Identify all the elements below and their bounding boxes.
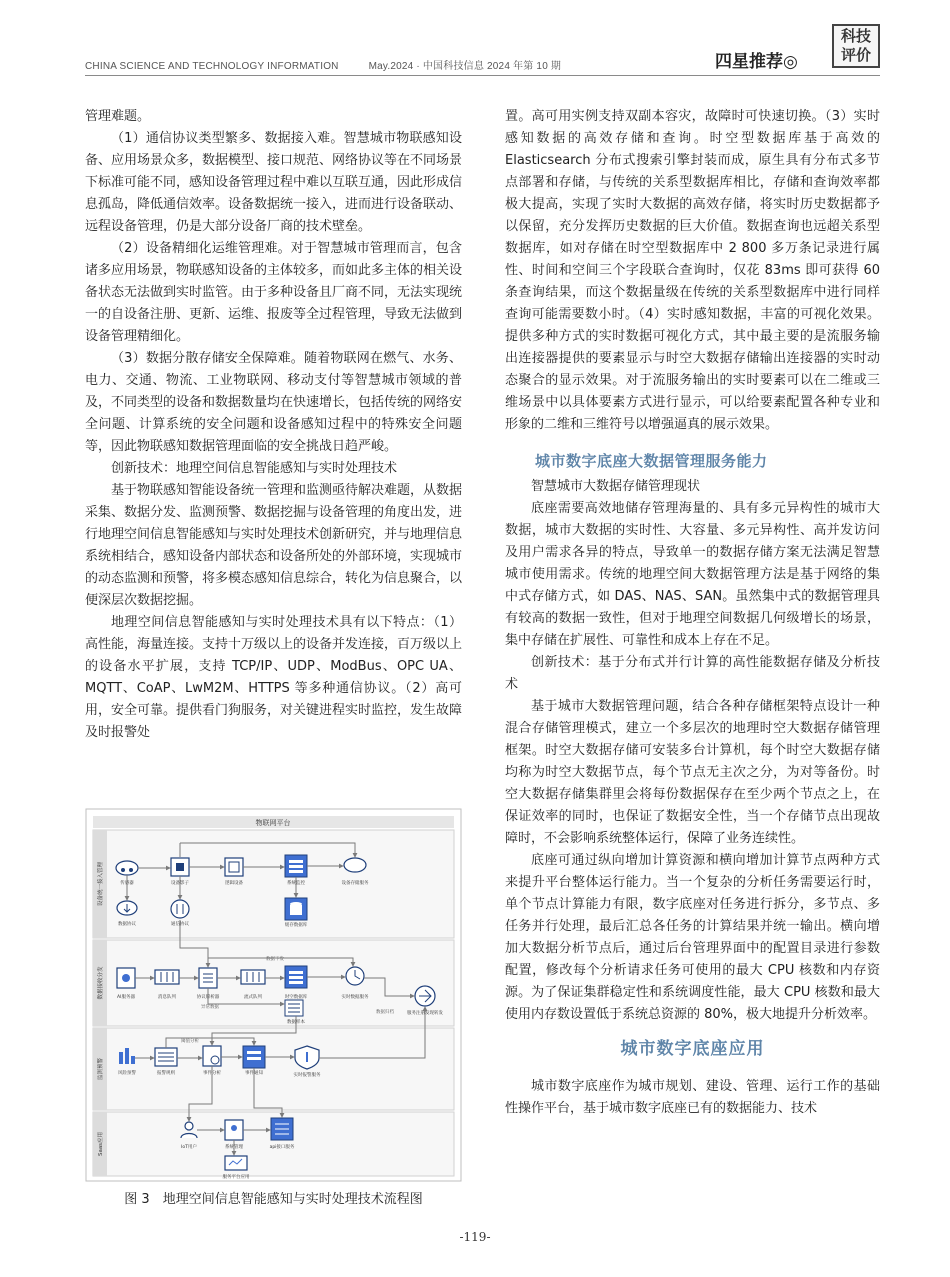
node-alarm-label: 实时报警服务 xyxy=(293,1073,321,1078)
right-column-paragraph: 城市数字底座作为城市规划、建设、管理、运行工作的基础性操作平台，基于城市数字底座已有的数据能力、技术 xyxy=(505,1079,880,1116)
node-user-label: IoT用户 xyxy=(181,1145,197,1150)
node-sensor-label: 传感器 xyxy=(120,881,134,886)
ingest-service-icon xyxy=(415,986,435,1006)
logo-text-line2: 评价 xyxy=(840,46,871,64)
logo-text-line1: 科技 xyxy=(840,27,871,45)
parser-icon xyxy=(199,968,217,988)
ai-server-icon xyxy=(117,968,135,988)
node-cache-label: 缓存数据库 xyxy=(284,923,308,928)
node-rules-label: 报警规则 xyxy=(157,1071,175,1076)
header-divider xyxy=(85,75,880,76)
right-column-paragraph: 置。高可用实例支持双副本容灾，故障时可快速切换。（3）实时感知数据的高效存储和查询。时空型数据库基于高效的 Elasticsearch 分布式搜索引擎封装而成，原生具有分布式多节点部署和存储，与传统的关系型数据库相比，存储和查询效率都极大提高，实现了实时大数据的高效存储，将实时历史数据都予以保留，充分发挥历史数据的巨大价值。数据查询也远超关系型数据库，如对存储在时空型数据库中 2 800 多万条记录进行属性、时间和空间三个字段联合查询时，仅花 83ms 即可获得 60 条查询结果，而这个数据量级在传统的关系型数据库中进行同样查询可能需要数小时。（4）实时感知数据，丰富的可视化效果。提供多种方式的实时数据可视化方式，其中最主要的是流服务输出连接器提供的要素显示与时空大数据存储输出连接器的实时动态聚合的显示效果。对于流服务输出的实时要素可以在二维或三维场景中以具体要素方式进行显示，可以给要素配置各种专业和形象的二维和三维符号以增强逼真的展示效果。 xyxy=(505,109,880,432)
node-stream-label: 流式队列 xyxy=(244,995,262,1000)
left-column-paragraph: （2）设备精细化运维管理难。对于智慧城市管理而言，包含诸多应用场景，物联感知设备的主体较多，而如此多主体的相关设备状态无法做到实时监管。由于多种设备且厂商不同，无法实现统一的自设备注册、更新、运维、报废等全过程管理，导致无法做到设备管理精细化。 xyxy=(85,241,463,344)
database-icon xyxy=(285,898,307,920)
node-ai-label: AI服务器 xyxy=(117,995,135,1000)
lane-device-access xyxy=(93,830,454,938)
rules-icon xyxy=(155,1048,177,1066)
journal-name: CHINA SCIENCE AND TECHNOLOGY INFORMATION xyxy=(85,61,339,72)
page-number: -119- xyxy=(459,1230,491,1244)
right-column-paragraph: 创新技术：基于分布式并行计算的高性能数据存储及分析技术 xyxy=(505,655,880,692)
node-app-label: 服务平台应用 xyxy=(222,1175,250,1180)
download-cloud-icon xyxy=(117,901,137,915)
edge-dispatch-label: 数据下发 xyxy=(266,957,284,962)
node-logical-label: 逻辑设备 xyxy=(225,881,243,886)
spatial-db-icon xyxy=(285,966,307,988)
node-admin-label: 系统管理 xyxy=(225,1145,243,1150)
issue-info: May.2024 · 中国科技信息 2024 年第 10 期 xyxy=(368,61,562,72)
node-realtime-label: 实时数据服务 xyxy=(341,995,369,1000)
platform-title: 物联网平台 xyxy=(255,819,291,827)
node-storage-label: 设备存储服务 xyxy=(341,881,369,886)
journal-header xyxy=(85,57,561,72)
right-column xyxy=(505,106,880,1120)
cloud-icon xyxy=(116,861,138,875)
node-commproto-label: 通信协议 xyxy=(171,922,189,927)
queue-icon xyxy=(155,970,179,984)
chip-icon xyxy=(171,858,189,876)
edge-history-label: 数据归档 xyxy=(376,1010,394,1015)
logo-badge xyxy=(832,24,880,68)
node-api-label: api接口服务 xyxy=(269,1145,295,1150)
protocol-icon xyxy=(171,900,189,918)
left-column-paragraph: 管理难题。 xyxy=(85,109,151,124)
left-column-paragraph: （3）数据分散存储安全保障难。随着物联网在燃气、水务、电力、交通、物流、工业物联网、移动支付等智慧城市领域的普及，不同类型的设备和数据数量均在快速增长，包括传统的网络安全问题、计算系统的安全问题和设备感知过程中的特殊安全问题等，因此物联感知数据管理面临的安全挑战日趋严峻。 xyxy=(85,351,463,454)
lane-label-1: 设备统一接入管理 xyxy=(98,861,104,907)
right-column-paragraph: 城市数字底座应用 xyxy=(620,1039,765,1059)
lane-label-3: 监测预警 xyxy=(98,1057,104,1081)
analysis-icon xyxy=(203,1046,221,1066)
cloud-storage-icon xyxy=(344,858,366,872)
edge-cluster-label: 阈值分析 xyxy=(181,1039,199,1044)
stream-icon xyxy=(241,970,265,984)
node-mq-label: 消息队列 xyxy=(158,995,176,1000)
right-column-paragraph: 底座需要高效地储存管理海量的、具有多元异构性的城市大数据，城市大数据的实时性、大容量、多元异构性、高并发访问及用户需求各异的特点，导致单一的数据存储方案无法满足智慧城市使用需求。传统的地理空间大数据管理方法是基于网络的集中式存储方式，如 DAS、NAS、SAN。虽然集中式的数据管理具有较高的数据一致性，但对于地理空间数据几何级增长的场景，集中存储在扩展性、可靠性和成本上存在不足。 xyxy=(505,501,880,648)
figure-3 xyxy=(85,808,462,1182)
node-parser-label: 协议解析器 xyxy=(196,995,220,1000)
right-column-paragraph: 底座可通过纵向增加计算资源和横向增加计算节点两种方式来提升平台整体运行能力。当一个复杂的分析任务需要运行时，单个节点计算能力有限，数字底座对任务进行拆分，多节点、多任务并行处理，最后汇总各任务的计算结果并统一输出。横向增加大数据分析节点后，通过后台管理界面中的配置目录进行参数配置，修改每个分析请求任务可使用的最大 CPU 核数和内存资源。为了保证集群稳定性和系统调度性能，最大 CPU 核数和最大使用内存数设置低于系统总资源的 80%，极大地提升分析效率。 xyxy=(505,853,880,1022)
admin-icon xyxy=(225,1120,243,1140)
node-notify-label: 事件通知 xyxy=(245,1071,263,1076)
left-column xyxy=(85,106,462,744)
left-column-paragraph: 创新技术：地理空间信息智能感知与实时处理技术 xyxy=(111,461,398,476)
left-column-paragraph: 地理空间信息智能感知与实时处理技术具有以下特点：（1）高性能，海量连接。支持十万级以上的设备并发连接，百万级以上的设备水平扩展，支持 TCP/IP、UDP、ModBus、OPC UA、MQTT、CoAP、LwM2M、HTTPS 等多种通信协议。（2）高可用，安全可靠。提供看门狗服务，对关键进程实时监控，发生故障及时报警处 xyxy=(85,615,463,740)
figure-caption: 图 3 地理空间信息智能感知与实时处理技术流程图 xyxy=(124,1192,423,1207)
lane-label-2: 数据接收分发 xyxy=(98,966,104,1000)
right-column-paragraph: 智慧城市大数据存储管理现状 xyxy=(531,479,701,494)
node-spatial-label: 时空数据库 xyxy=(284,995,308,1000)
lane-data-dispatch xyxy=(93,940,454,1026)
edge-abnormal-label: 异常数据 xyxy=(201,1005,219,1010)
node-dataproto-label: 数据协议 xyxy=(118,922,136,927)
realtime-service-icon xyxy=(346,967,364,985)
notify-icon xyxy=(243,1046,265,1068)
flowchart-diagram xyxy=(85,808,462,1182)
right-column-paragraph: 城市数字底座大数据管理服务能力 xyxy=(535,452,768,470)
sample-db-icon xyxy=(285,1000,303,1016)
lane-monitoring xyxy=(93,1028,454,1110)
node-sample-label: 数据样本 xyxy=(287,1020,305,1025)
column-label: 四星推荐◎ xyxy=(715,52,798,72)
node-shadow-label: 设备影子 xyxy=(171,881,189,886)
node-ingest-label: 服务注册发现转发 xyxy=(407,1011,443,1016)
api-icon xyxy=(271,1118,293,1140)
node-event-analysis-label: 事件分析 xyxy=(203,1071,221,1076)
right-column-paragraph: 基于城市大数据管理问题，结合各种存储框架特点设计一种混合存储管理模式，建立一个多层次的地理时空大数据存储管理框架。时空大数据存储可安装多台计算机，每个时空大数据存储均称为时空大数据节点，每个节点无主次之分，为对等备份。时空大数据存储集群里会将每份数据保存在至少两个节点之上，在保证效率的同时，也保证了数据安全性，当一个存储节点出现故障时，不会影响系统整体运行，保障了业务连续性。 xyxy=(505,699,880,846)
server-stack-icon xyxy=(285,855,307,877)
left-column-paragraph: （1）通信协议类型繁多、数据接入难。智慧城市物联感知设备、应用场景众多，数据模型、接口规范、网络协议等在不同场景下标准可能不同，感知设备管理过程中难以互联互通，因此形成信息孤岛，降低通信效率。设备数据统一接入，进而进行设备联动、远程设备管理，仍是大部分设备厂商的技术壁垒。 xyxy=(85,131,463,234)
app-window-icon xyxy=(225,1156,247,1170)
node-risk-label: 风险预警 xyxy=(118,1071,136,1076)
processor-icon xyxy=(225,858,243,876)
node-monitor-label: 系统监控 xyxy=(287,881,305,886)
left-column-paragraph: 基于物联感知智能设备统一管理和监测亟待解决难题，从数据采集、数据分发、监测预警、数据挖掘与设备管理的角度出发，进行地理空间信息智能感知与实时处理技术创新研究，并与地理信息系统相结合，感知设备内部状态和设备所处的外部环境，实现城市的动态监测和预警，将多模态感知信息综合，转化为信息聚合，以便深层次数据挖掘。 xyxy=(85,483,463,608)
lane-label-4: Saas应用 xyxy=(98,1131,104,1157)
